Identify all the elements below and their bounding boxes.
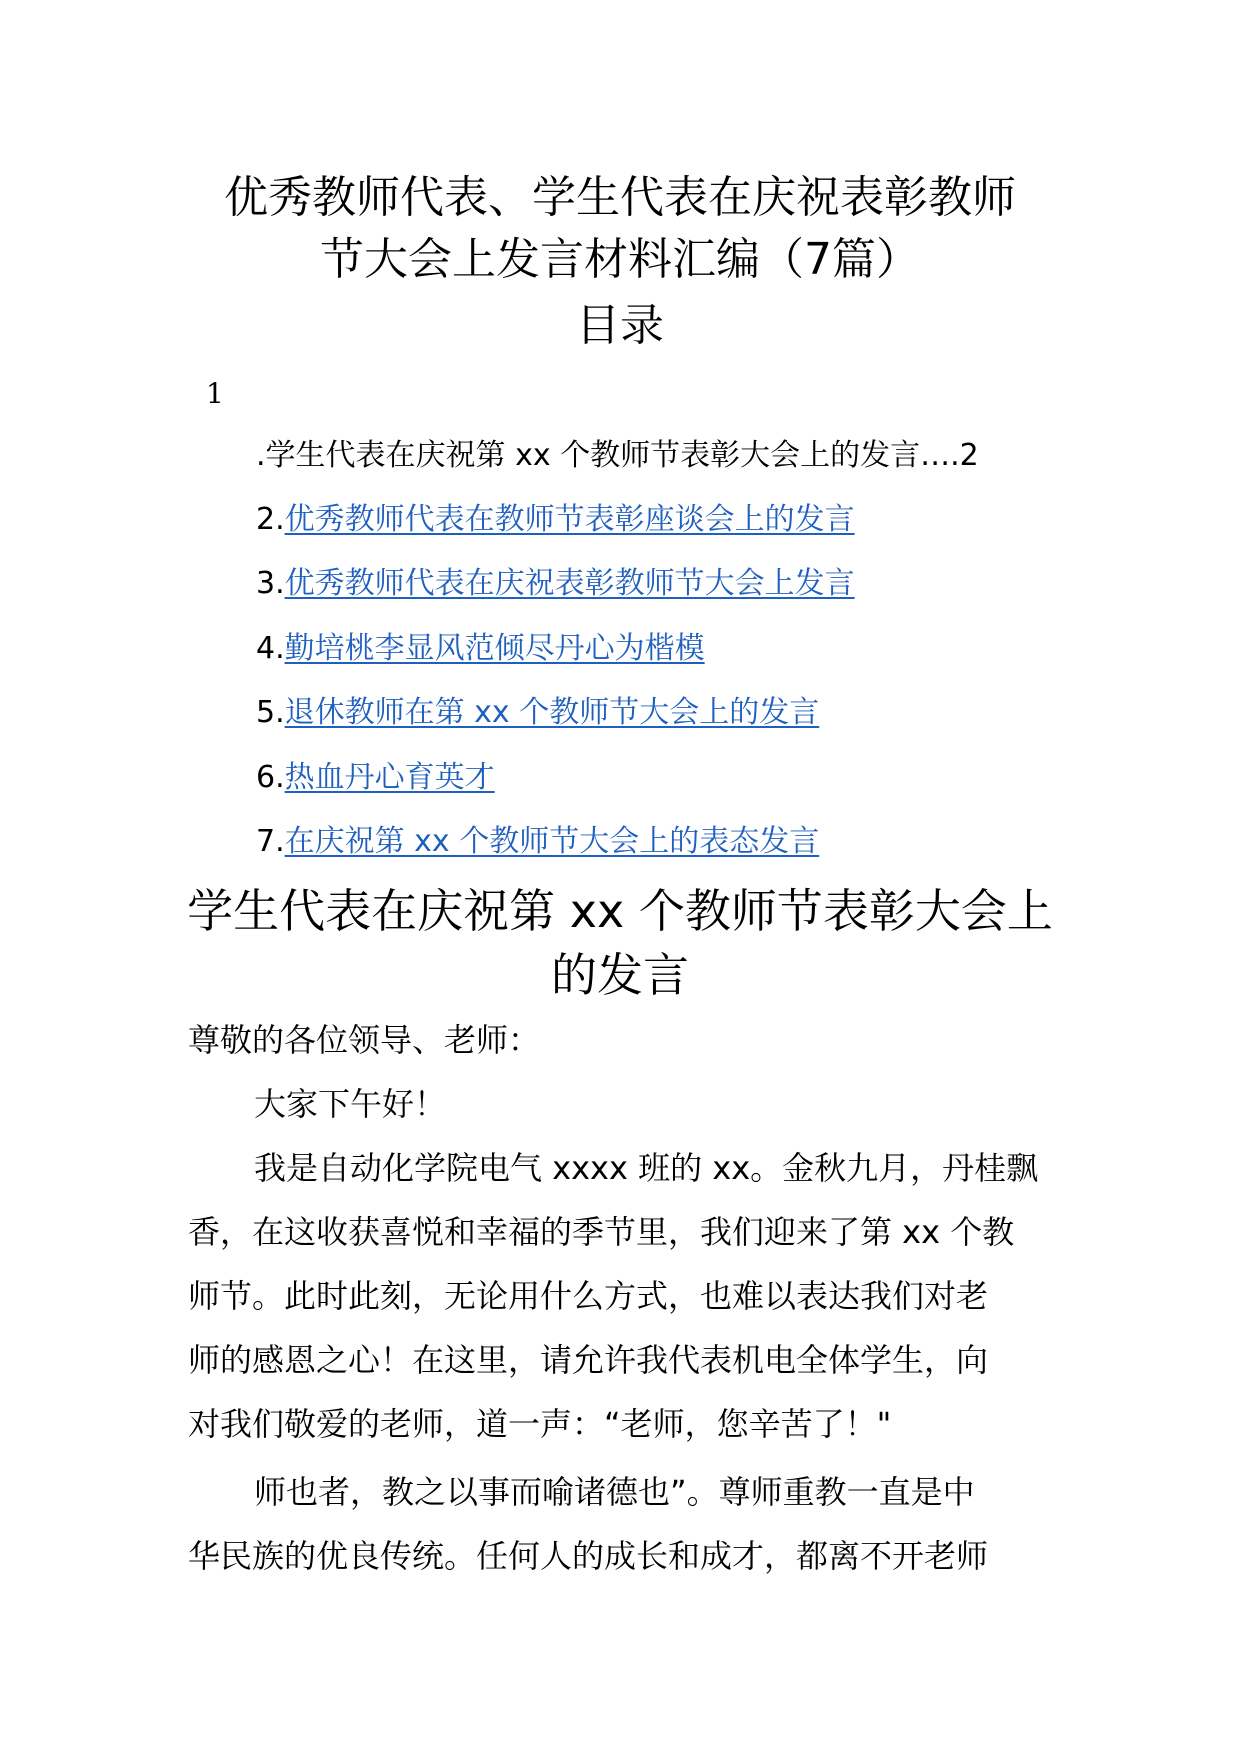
toc-item-6: [256, 756, 495, 800]
paragraph-line: 华民族的优良传统。任何人的成长和成才，都离不开老师: [188, 1537, 989, 1575]
paragraph-line: 对我们敬爱的老师，道一声：“老师，您辛苦了！": [188, 1405, 892, 1443]
toc-item-text: .学生代表在庆祝第 xx 个教师节表彰大会上的发言….2: [256, 438, 979, 473]
body-paragraph-1: [188, 1136, 1058, 1456]
toc-item-3: [256, 562, 855, 606]
body-paragraph-2: [188, 1460, 1058, 1588]
toc-item-number: 2.: [256, 502, 285, 537]
toc-item-4: [256, 627, 705, 671]
toc-item-number: 6.: [256, 760, 285, 795]
toc-item-number: 4.: [256, 631, 285, 666]
greeting: 大家下午好！: [254, 1085, 447, 1123]
toc-link[interactable]: 热血丹心育英才: [284, 760, 495, 795]
toc-link[interactable]: 勤培桃李显风范倾尽丹心为楷模: [284, 631, 705, 666]
toc-link[interactable]: 优秀教师代表在教师节表彰座谈会上的发言: [284, 502, 855, 537]
toc-heading: 目录: [576, 300, 664, 351]
paragraph-line: 师的感恩之心！在这里，请允许我代表机电全体学生，向: [188, 1341, 989, 1379]
toc-first-number: 1: [206, 377, 224, 410]
toc-link[interactable]: 在庆祝第 xx 个教师节大会上的表态发言: [284, 824, 820, 859]
section-title-line1: 学生代表在庆祝第 xx 个教师节表彰大会上: [187, 884, 1053, 938]
toc-link[interactable]: 优秀教师代表在庆祝表彰教师节大会上发言: [284, 566, 855, 601]
document-title-line2: 节大会上发言材料汇编（7篇）: [320, 234, 920, 285]
paragraph-line: 我是自动化学院电气 xxxx 班的 xx。金秋九月，丹桂飘: [254, 1149, 1039, 1187]
salutation: 尊敬的各位领导、老师：: [188, 1021, 541, 1059]
toc-item-5: [256, 691, 819, 735]
toc-item-number: 7.: [256, 824, 285, 859]
toc-item-number: 5.: [256, 695, 285, 730]
paragraph-line: 师也者，教之以事而喻诸德也”。尊师重教一直是中: [254, 1473, 975, 1511]
section-title-line2: 的发言: [551, 948, 689, 1002]
toc-item-number: 3.: [256, 566, 285, 601]
paragraph-line: 师节。此时此刻，无论用什么方式，也难以表达我们对老: [188, 1277, 989, 1315]
document-title-line1: 优秀教师代表、学生代表在庆祝表彰教师: [224, 172, 1016, 223]
toc-link[interactable]: 退休教师在第 xx 个教师节大会上的发言: [284, 695, 820, 730]
toc-item-7: [256, 820, 819, 864]
toc-item-1: [256, 434, 979, 478]
toc-item-2: [256, 498, 855, 542]
paragraph-line: 香，在这收获喜悦和幸福的季节里，我们迎来了第 xx 个教: [188, 1213, 1015, 1251]
